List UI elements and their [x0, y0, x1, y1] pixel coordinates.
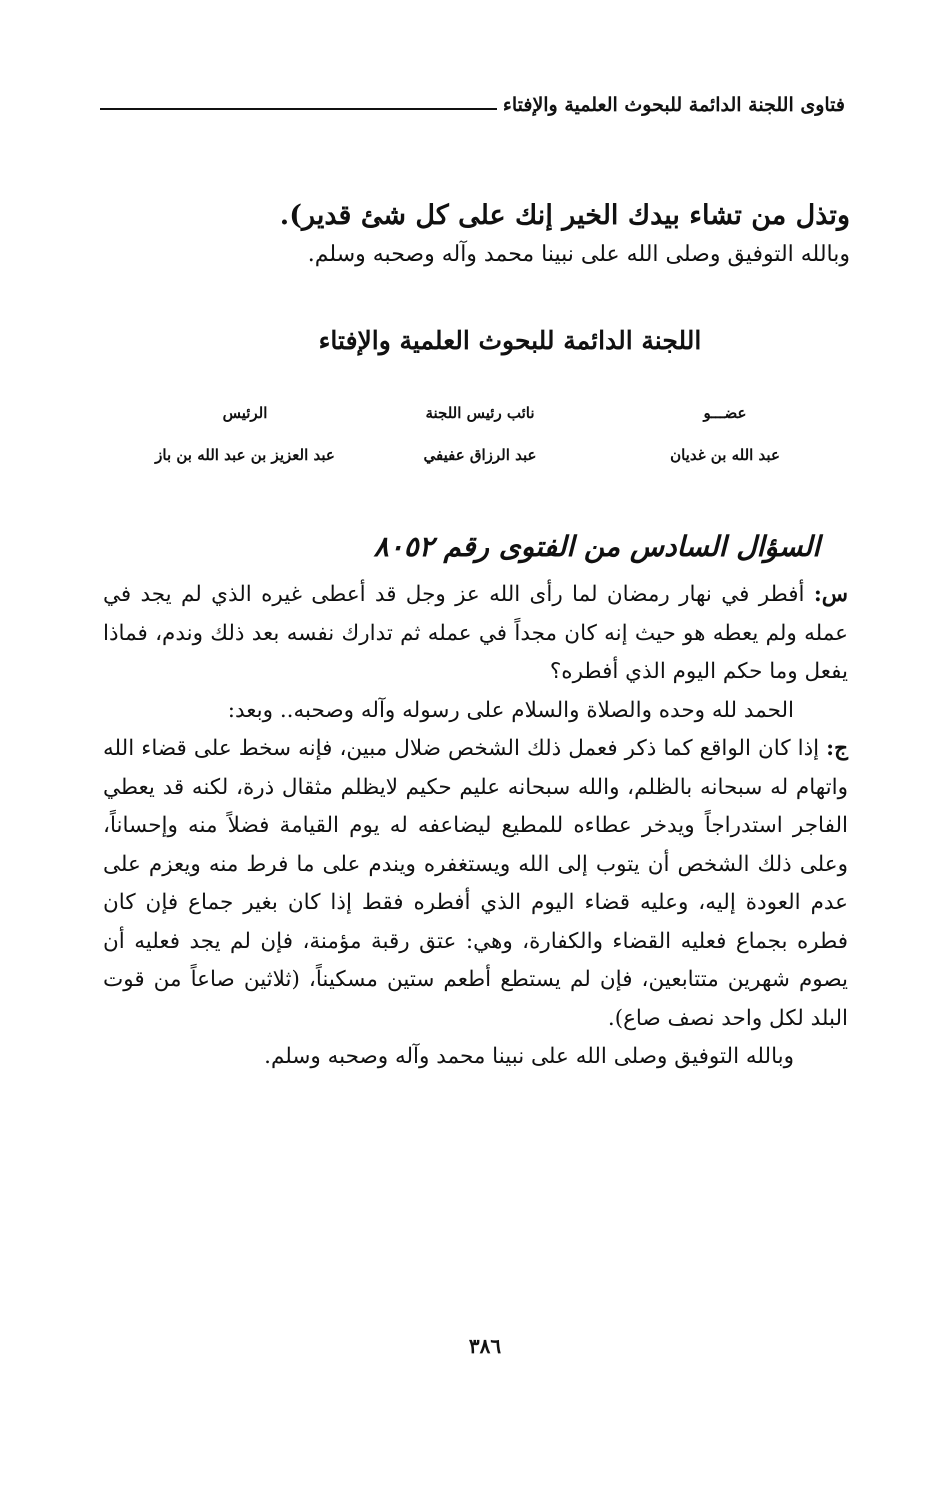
committee-title: اللجنة الدائمة للبحوث العلمية والإفتاء: [318, 326, 702, 355]
signatory-name: عبد العزيز بن عبد الله بن باز: [155, 446, 335, 464]
fatwa-body: [103, 576, 848, 1077]
question-paragraph: [103, 576, 848, 692]
signatory-member: [650, 398, 800, 470]
closing-line: وبالله التوفيق وصلى الله على نبينا محمد وآله وصحبه وسلم.: [264, 1044, 794, 1069]
header-rule: [100, 108, 497, 110]
intro-verse-end: وتذل من تشاء بيدك الخير إنك على كل شئ قدير).: [279, 200, 850, 231]
signatory-name: عبد الرزاق عفيفي: [423, 446, 537, 464]
signatory-role: نائب رئيس اللجنة: [425, 404, 535, 422]
signatory-name: عبد الله بن غديان: [670, 446, 780, 464]
signatory-role: عضـــو: [703, 404, 747, 422]
signatory-vice-chair: [395, 398, 565, 470]
header-title: فتاوى اللجنة الدائمة للبحوث العلمية والإفتاء: [502, 94, 845, 116]
answer-text: إذا كان الواقع كما ذكر فعمل ذلك الشخص ضلال مبين، فإنه سخط على قضاء الله واتهام له سبحانه بالظلم، والله سبحانه عليم حكيم لايظلم مثقال ذرة، لكنه قد يعطي الفاجر استدراجاً ويدخر عطاءه للمطيع ليضاعفه له يوم القيامة فضلاً منه وإحساناً، وعلى ذلك الشخص أن يتوب إلى الله ويستغفره ويندم على ما فرط منه ويعزم على عدم العودة إليه، وعليه قضاء اليوم الذي أفطره فقط إذا كان بغير جماع فإن كان فطره بجماع فعليه القضاء والكفارة، وهي: عتق رقبة مؤمنة، فإن لم يجد فعليه أن يصوم شهرين متتابعين، فإن لم يستطع أطعم ستين مسكيناً، (ثلاثين صاعاً من قوت البلد لكل واحد نصف صاع).: [103, 736, 848, 1031]
question-text: أفطر في نهار رمضان لما رأى الله عز وجل قد أعطى غيره الذي لم يجد في عمله ولم يعطه هو حيث إنه كان مجداً في عمله ثم تدارك نفسه بعد ذلك وندم، فماذا يفعل وما حكم اليوم الذي أفطره؟: [103, 582, 848, 684]
intro-block: [230, 196, 850, 274]
running-header: [100, 90, 845, 116]
intro-closing: وبالله التوفيق وصلى الله على نبينا محمد وآله وصحبه وسلم.: [307, 242, 850, 267]
signatory-chair: [140, 398, 350, 470]
answer-label: ج:: [826, 736, 848, 761]
signatory-role: الرئيس: [222, 404, 268, 422]
praise-line: الحمد لله وحده والصلاة والسلام على رسوله وآله وصحبه.. وبعد:: [227, 697, 794, 723]
page-number: ٣٨٦: [468, 1334, 502, 1358]
question-label: س:: [813, 582, 848, 607]
fatwa-question-heading: السؤال السادس من الفتوى رقم ٨٠٥٢: [373, 530, 820, 563]
answer-paragraph: [103, 730, 848, 1038]
